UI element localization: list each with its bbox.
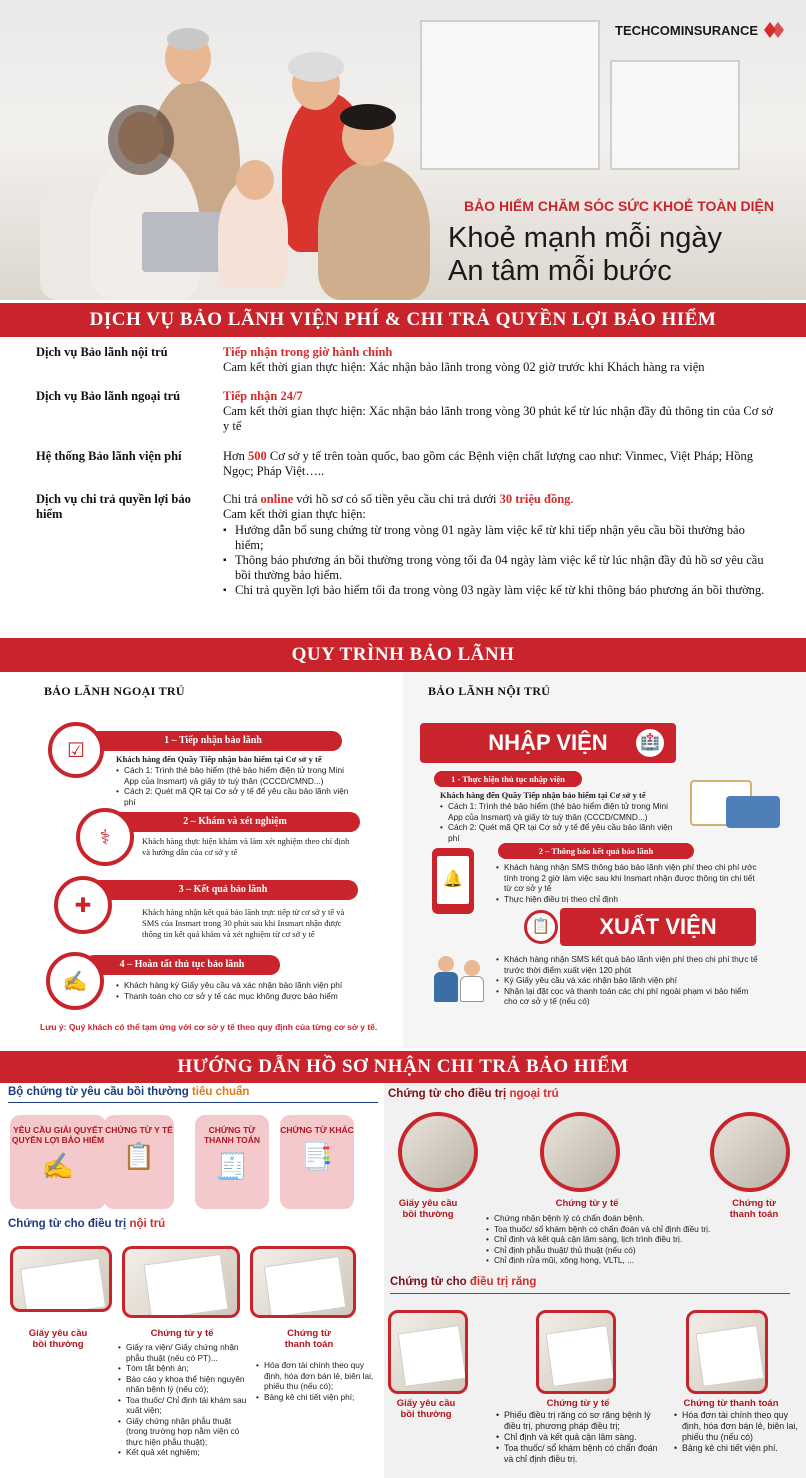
dental-medical-photo — [536, 1310, 616, 1394]
step-title: 3 – Kết quả bảo lãnh — [88, 880, 358, 900]
step-title: 4 – Hoàn tất thủ tục bảo lãnh — [84, 955, 280, 975]
doctor-icon: ⚕ — [76, 808, 134, 866]
receipt-icon: 🧾 — [215, 1151, 249, 1181]
process-banner: QUY TRÌNH BẢO LÃNH — [0, 638, 806, 672]
standard-docs-heading: Bộ chứng từ yêu cầu bồi thường tiêu chuẩn — [8, 1086, 250, 1098]
dental-docs-heading: Chứng từ cho điều trị răng — [390, 1276, 537, 1288]
step-title: 2 – Khám và xét nghiệm — [110, 812, 360, 832]
claim-form-photo — [10, 1246, 112, 1312]
documents-icon: 📑 — [300, 1141, 334, 1171]
caption-medical-docs: Chứng từ y tế — [546, 1398, 610, 1409]
service-row: Dịch vụ Bảo lãnh ngoại trú Tiếp nhận 24/7 Cam kết thời gian thực hiện: Xác nhận bảo lãnh trong vòng 30 phút kể từ lúc nhận đầy đủ thông tin của Cơ sở y tế — [36, 389, 773, 433]
medical-cross-icon: ✚ — [54, 876, 112, 934]
hero-banner — [0, 0, 806, 300]
outpatient-medical-photo — [540, 1112, 620, 1192]
caption-payment-docs: Chứng từ thanh toán — [284, 1328, 334, 1350]
process-note: Lưu ý: Quý khách có thể tạm ứng với cơ sở y tế theo quy định của từng cơ sở y tế. — [40, 1022, 378, 1032]
caption-payment-docs: Chứng từ thanh toán — [683, 1398, 779, 1409]
caption-claim-form: Giấy yêu cầu bồi thường — [28, 1328, 88, 1350]
outpatient-payment-photo — [710, 1112, 790, 1192]
service-row: Dịch vụ chi trả quyền lợi bảo hiểm Chi trả online với hồ sơ có số tiền yêu cầu chi trả dưới 30 triệu đồng. Cam kết thời gian thực hiện: ▪ Hướng dẫn bổ sung chứng từ trong vòng 01 ngày làm việc kể từ khi tiếp nhận yêu cầu bồi thường bảo hiểm; ▪ Thông báo phương án bồi thường trong vòng tối đa 04 ngày làm việc kể từ lúc nhận đầy đủ hồ sơ yêu cầu bồi thường bảo hiểm. ▪ Chi trả quyền lợi bảo hiểm tối đa trong vòng 03 ngày làm việc kể từ khi thông báo phương án bồi thường. — [36, 492, 776, 598]
invoice-photo — [250, 1246, 356, 1318]
caption-payment-docs: Chứng từ thanh toán — [729, 1198, 779, 1220]
inpatient-docs-heading: Chứng từ cho điều trị nội trú — [8, 1218, 166, 1230]
doc-box-other: CHỨNG TỪ KHÁC 📑 — [280, 1115, 354, 1209]
checklist-icon: ☑ — [48, 722, 104, 778]
hospital-icon: 🏥 — [636, 729, 664, 757]
step-title: 2 – Thông báo kết quả bảo lãnh — [498, 843, 694, 859]
doctor-patient-illustration — [432, 952, 488, 1004]
step-title: 1 – Tiếp nhận bảo lãnh — [84, 731, 342, 751]
claims-banner: HƯỚNG DẪN HỒ SƠ NHẬN CHI TRẢ BẢO HIỂM — [0, 1051, 806, 1083]
service-row: Hệ thống Bảo lãnh viện phí Hơn 500 Cơ sở y tế trên toàn quốc, bao gồm các Bệnh viện chất lượng cao như: Vinmec, Việt Pháp; Hồng Ngọc; Pháp Việt….. — [36, 449, 753, 478]
outpatient-form-photo — [398, 1112, 478, 1192]
admit-label: NHẬP VIỆN — [420, 723, 676, 763]
caption-medical-docs: Chứng từ y tế — [150, 1328, 214, 1339]
medical-record-icon: 📋 — [122, 1141, 156, 1171]
inpatient-heading: BẢO LÃNH NỘI TRÚ — [428, 684, 551, 698]
dental-payment-photo — [686, 1310, 768, 1394]
service-row: Dịch vụ Bảo lãnh nội trú Tiếp nhận trong giờ hành chính Cam kết thời gian thực hiện: Xác nhận bảo lãnh trong vòng 02 giờ trước khi Khách hàng ra viện — [36, 345, 705, 374]
discharge-label: XUẤT VIỆN — [560, 908, 756, 946]
outpatient-docs-heading: Chứng từ cho điều trị ngoại trú — [388, 1088, 559, 1100]
phone-notification-icon: 🔔 — [432, 848, 474, 914]
caption-medical-docs: Chứng từ y tế — [555, 1198, 619, 1209]
credit-card-icon — [726, 796, 780, 828]
signed-form-icon: ✍ — [41, 1151, 75, 1181]
clipboard-icon: 📋 — [524, 910, 558, 944]
doc-box-medical: CHỨNG TỪ Y TẾ 📋 — [104, 1115, 174, 1209]
brand-logo: TECHCOMINSURANCE — [615, 22, 784, 38]
doc-box-payment: CHỨNG TỪ THANH TOÁN 🧾 — [195, 1115, 269, 1209]
diamond-logo-icon — [764, 22, 784, 38]
dental-form-photo — [388, 1310, 468, 1394]
doc-box-claim-request: YÊU CẦU GIẢI QUYẾT QUYỀN LỢI BẢO HIỂM ✍ — [10, 1115, 106, 1209]
step-title: 1 - Thực hiện thủ tục nhập viện — [434, 771, 582, 787]
caption-claim-form: Giấy yêu cầu bồi thường — [396, 1398, 456, 1420]
hero-subtitle: BẢO HIỂM CHĂM SÓC SỨC KHOẺ TOÀN DIỆN — [463, 198, 774, 214]
hero-title: Khoẻ mạnh mỗi ngày An tâm mỗi bước — [448, 222, 723, 287]
signed-document-icon: ✍ — [46, 952, 104, 1010]
caption-claim-form: Giấy yêu cầu bồi thường — [398, 1198, 458, 1220]
outpatient-heading: BẢO LÃNH NGOẠI TRÚ — [44, 684, 185, 698]
medical-cert-photo — [122, 1246, 240, 1318]
services-banner: DỊCH VỤ BẢO LÃNH VIỆN PHÍ & CHI TRẢ QUYỀN LỢI BẢO HIỂM — [0, 303, 806, 337]
